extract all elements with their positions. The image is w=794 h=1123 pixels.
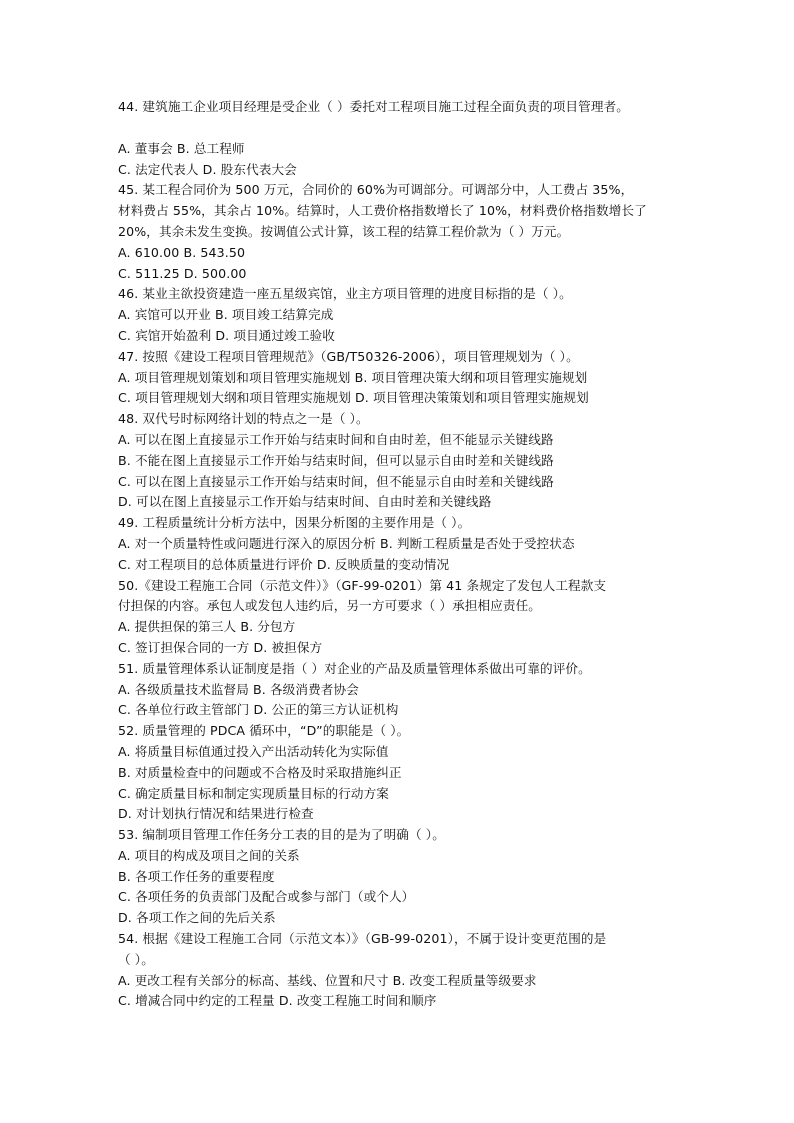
question-45-stem: 20%，其余未发生变换。按调值公式计算，该工程的结算工程价款为（ ）万元。: [118, 223, 570, 239]
question-54-stem: 54. 根据《建设工程施工合同（示范文本）》（GB-99-0201），不属于设计变更范围的是: [118, 931, 607, 947]
question-45-option-line: A. 610.00 B. 543.50: [118, 244, 246, 260]
question-52-option-a: A. 将质量目标值通过投入产出活动转化为实际值: [118, 743, 389, 759]
question-44-stem: 44. 建筑施工企业项目经理是受企业（ ）委托对工程项目施工过程全面负责的项目管理者。: [118, 99, 629, 114]
question-49-option-line: A. 对一个质量特性或问题进行深入的原因分析 B. 判断工程质量是否处于受控状态: [118, 535, 575, 551]
question-48-option-a: A. 可以在图上直接显示工作开始与结束时间和自由时差，但不能显示关键线路: [118, 431, 554, 447]
question-53-option-d: D. 各项工作之间的先后关系: [118, 910, 276, 926]
question-50-stem: 付担保的内容。承包人或发包人违约后，另一方可要求（ ）承担相应责任。: [118, 598, 541, 614]
question-53-option-a: A. 项目的构成及项目之间的关系: [118, 847, 300, 863]
question-45-stem: 45. 某工程合同价为 500 万元，合同价的 60%为可调部分。可调部分中，人工费占 35%，: [118, 182, 634, 198]
question-48-stem: 48. 双代号时标网络计划的特点之一是（ ）。: [118, 411, 369, 427]
question-51-stem: 51. 质量管理体系认证制度是指（ ）对企业的产品及质量管理体系做出可靠的评价。: [118, 660, 591, 676]
question-45-option-line: C. 511.25 D. 500.00: [118, 265, 247, 281]
question-52-stem: 52. 质量管理的 PDCA 循环中，“D”的职能是（ ）。: [118, 723, 410, 739]
question-54-stem: （ ）。: [118, 951, 154, 967]
question-50-stem: 50.《建设工程施工合同（示范文件）》（GF-99-0201）第 41 条规定了发包人工程款支: [118, 577, 607, 593]
question-53-stem: 53. 编制项目管理工作任务分工表的目的是为了明确（ ）。: [118, 827, 445, 843]
question-52-option-d: D. 对计划执行情况和结果进行检查: [118, 806, 314, 822]
question-48-option-b: B. 不能在图上直接显示工作开始与结束时间，但可以显示自由时差和关键线路: [118, 452, 554, 468]
question-48-option-c: C. 可以在图上直接显示工作开始与结束时间，但不能显示自由时差和关键线路: [118, 473, 554, 489]
question-49-stem: 49. 工程质量统计分析方法中，因果分析图的主要作用是（ ）。: [118, 515, 471, 531]
question-52-option-b: B. 对质量检查中的问题或不合格及时采取措施纠正: [118, 764, 402, 780]
question-53-option-b: B. 各项工作任务的重要程度: [118, 868, 275, 884]
question-45-stem: 材料费占 55%，其余占 10%。结算时，人工费价格指数增长了 10%，材料费价格指数增长了: [118, 203, 647, 219]
question-48-option-d: D. 可以在图上直接显示工作开始与结束时间、自由时差和关键线路: [118, 494, 492, 510]
question-46-option-line: C. 宾馆开始盈利 D. 项目通过竣工验收: [118, 327, 335, 343]
spacer: [118, 118, 688, 139]
question-47-option-line: C. 项目管理规划大纲和项目管理实施规划 D. 项目管理决策策划和项目管理实施规划: [118, 390, 589, 406]
question-49-option-line: C. 对工程项目的总体质量进行评价 D. 反映质量的变动情况: [118, 556, 450, 572]
question-50-option-line: A. 提供担保的第三人 B. 分包方: [118, 619, 296, 635]
question-54-option-line: A. 更改工程有关部分的标高、基线、位置和尺寸 B. 改变工程质量等级要求: [118, 972, 537, 988]
question-47-option-line: A. 项目管理规划策划和项目管理实施规划 B. 项目管理决策大纲和项目管理实施规划: [118, 369, 588, 385]
question-list: [118, 97, 688, 1012]
question-53-option-c: C. 各项任务的负责部门及配合或参与部门（或个人）: [118, 889, 415, 905]
question-51-option-line: A. 各级质量技术监督局 B. 各级消费者协会: [118, 681, 359, 697]
question-44-option-line: A. 董事会 B. 总工程师: [118, 140, 245, 156]
question-52-option-c: C. 确定质量目标和制定实现质量目标的行动方案: [118, 785, 389, 801]
question-44-option-line: C. 法定代表人 D. 股东代表大会: [118, 161, 297, 177]
question-46-option-line: A. 宾馆可以开业 B. 项目竣工结算完成: [118, 307, 334, 323]
question-54-option-line: C. 增减合同中约定的工程量 D. 改变工程施工时间和顺序: [118, 993, 437, 1009]
question-47-stem: 47. 按照《建设工程项目管理规范》（GB/T50326-2006），项目管理规划为（ ）。: [118, 348, 579, 364]
question-51-option-line: C. 各单位行政主管部门 D. 公正的第三方认证机构: [118, 702, 399, 718]
question-46-stem: 46. 某业主欲投资建造一座五星级宾馆，业主方项目管理的进度目标指的是（ ）。: [118, 286, 572, 302]
question-50-option-line: C. 签订担保合同的一方 D. 被担保方: [118, 639, 323, 655]
